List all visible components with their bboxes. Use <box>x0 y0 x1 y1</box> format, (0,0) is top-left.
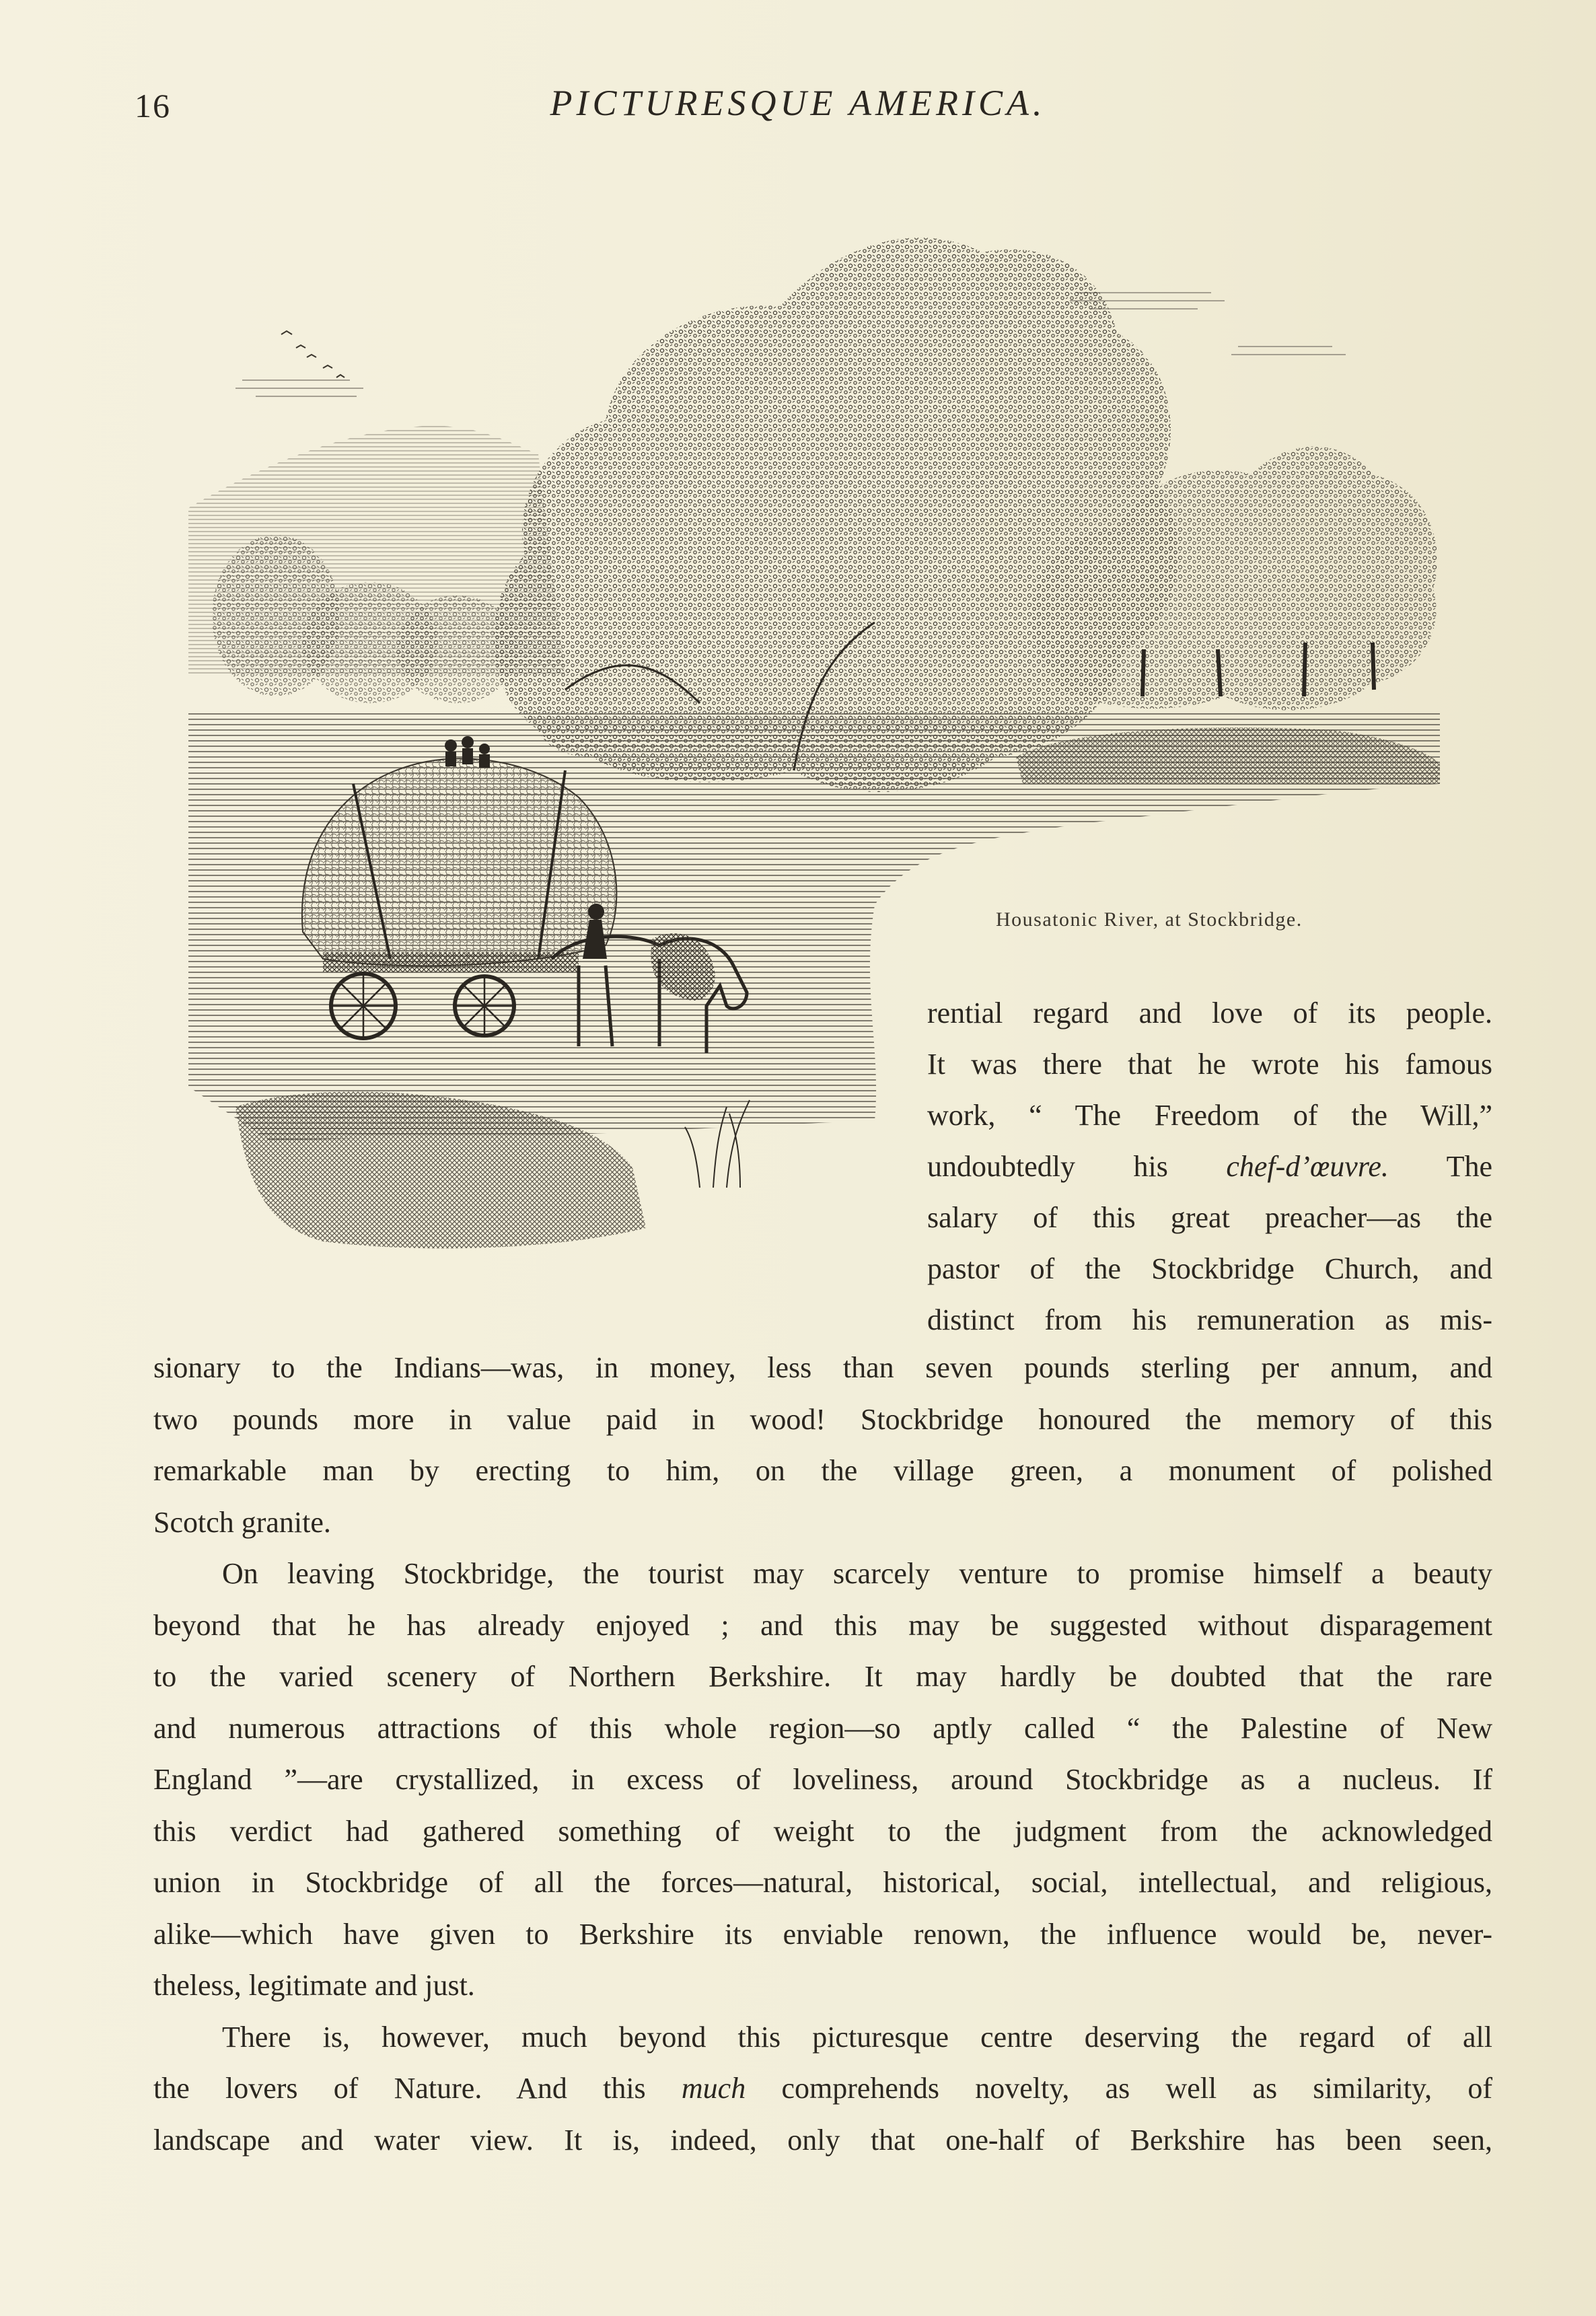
text-line: rential regard and love of its people. <box>927 997 1492 1029</box>
text-line: work, “ The Freedom of the Will,” <box>927 1099 1492 1132</box>
text-line: to the varied scenery of Northern Berkshire. It may hardly be doubted that the rare <box>153 1660 1492 1693</box>
page-number: 16 <box>135 87 171 124</box>
text-line: pastor of the Stockbridge Church, and <box>927 1252 1492 1285</box>
text-line: distinct from his remuneration as mis- <box>927 1303 1492 1336</box>
text-line: salary of this great preacher—as the <box>927 1201 1492 1234</box>
text-line: landscape and water view. It is, indeed, only that one-half of Berkshire has been seen, <box>153 2123 1492 2157</box>
tree-central <box>494 238 1179 792</box>
text-line: the lovers of Nature. And this much comprehends novelty, as well as similarity, of <box>153 2072 1492 2105</box>
text-line: beyond that he has already enjoyed ; and this may be suggested without disparagement <box>153 1608 1492 1642</box>
narrow-text-column <box>927 988 1492 1346</box>
text-line: remarkable man by erecting to him, on the village green, a monument of polished <box>153 1454 1492 1487</box>
text-line: alike—which have given to Berkshire its enviable renown, the influence would be, never- <box>153 1917 1492 1951</box>
text-line: sionary to the Indians—was, in money, less than seven pounds sterling per annum, and <box>153 1351 1492 1384</box>
running-title: PICTURESQUE AMERICA. <box>550 83 1046 123</box>
text-line: union in Stockbridge of all the forces—natural, historical, social, intellectual, and religious, <box>153 1866 1492 1899</box>
text-line: undoubtedly his chef-d’œuvre. The <box>927 1150 1492 1183</box>
italic-phrase: chef-d’œuvre. <box>1226 1150 1389 1183</box>
text-line: There is, however, much beyond this picturesque centre deserving the regard of all <box>222 2020 1492 2054</box>
text-line: two pounds more in value paid in wood! Stockbridge honoured the memory of this <box>153 1402 1492 1436</box>
body-text <box>153 1342 1492 2166</box>
text-line: It was there that he wrote his famous <box>927 1048 1492 1081</box>
text-line: England ”—are crystallized, in excess of loveliness, around Stockbridge as a nucleus. If <box>153 1763 1492 1796</box>
italic-phrase: much <box>681 2072 746 2105</box>
text-line: theless, legitimate and just. <box>153 1969 475 2002</box>
birds <box>281 331 344 377</box>
text-line: this verdict had gathered something of weight to the judgment from the acknowledged <box>153 1814 1492 1848</box>
text-line: Scotch granite. <box>153 1505 331 1539</box>
text-line: On leaving Stockbridge, the tourist may scarcely venture to promise himself a beauty <box>222 1557 1492 1590</box>
text-line: and numerous attractions of this whole region—so aptly called “ the Palestine of New <box>153 1711 1492 1745</box>
illustration-caption: Housatonic River, at Stockbridge. <box>996 908 1303 931</box>
